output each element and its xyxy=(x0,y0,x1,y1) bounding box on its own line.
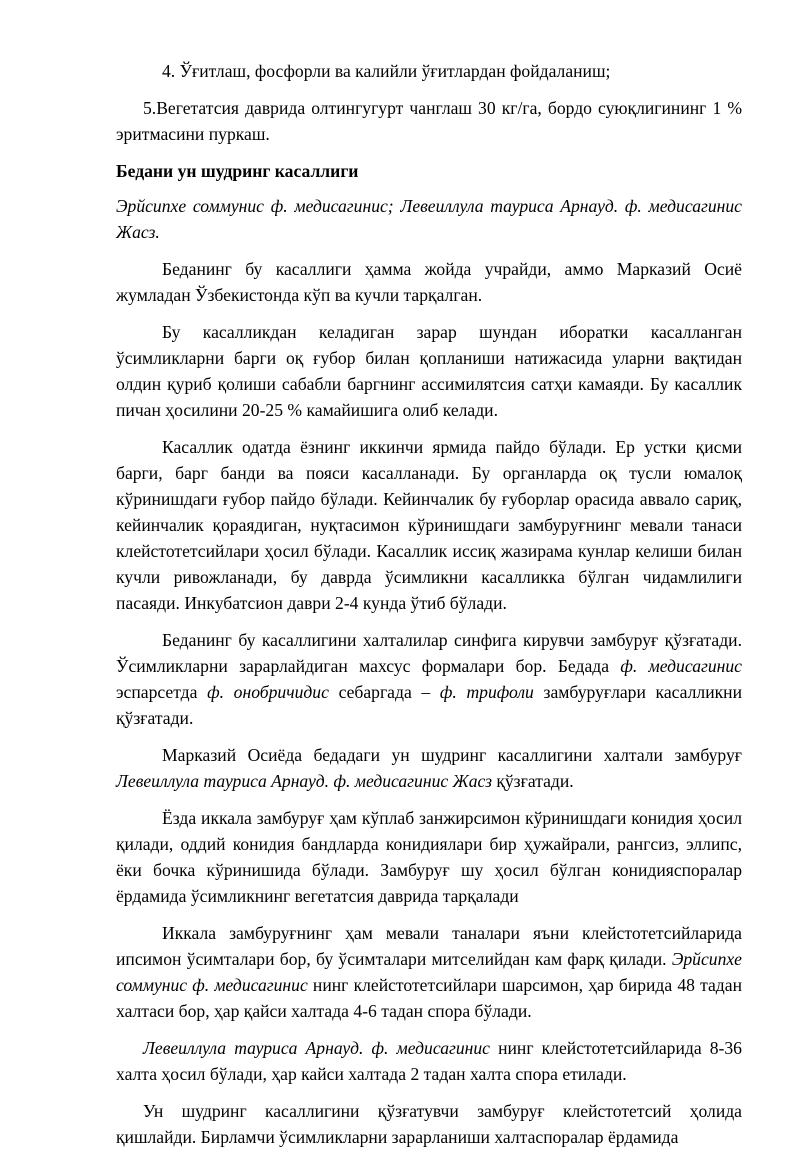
italic-term: Эрйсипхе соммунис ф. медисагинис xyxy=(116,949,742,995)
text-run: нинг клейстотетсийлари шарсимон, ҳар бирида 48 тадан халтаси бор, ҳар қайси халтада 4-6 тадан спора бўлади. xyxy=(116,975,742,1021)
italic-term: ф. онобричидис xyxy=(207,682,329,702)
paragraph-distribution: Беданинг бу касаллиги ҳамма жойда учрайди, аммо Марказий Осиё жумладан Ўзбекистонда кўп ва кучли тарқалган. xyxy=(116,259,742,305)
text-run: Иккала замбуруғнинг ҳам мевали таналари яъни клейстотетсийларида ипсимон ўсимталари бор, бу ўсимталари митселийдан кам фарқ қилади. xyxy=(116,923,742,969)
text-run: Марказий Осиёда бедадаги ун шудринг касаллигини халтали замбуруғ xyxy=(162,745,742,765)
paragraph-leveillula xyxy=(116,1035,742,1087)
italic-term: ф. медисагинис xyxy=(620,656,742,676)
text-run: қўзғатади. xyxy=(491,771,574,791)
italic-term: Левеиллула таурисa Арнауд. ф. медисагинис Жасз xyxy=(116,771,492,791)
paragraph-symptoms: Касаллик одатда ёзнинг иккинчи ярмида пайдо бўлади. Ер устки қисми барги, барг банди ва пояси касалланади. Бу органларда оқ тусли юмалоқ кўринишдаги ғубор пайдо бўлади. Кейинчалик бу ғуборлар орасида аввало сариқ, кейинчалик қораядиган, нуқтасимон кўринишдаги замбуруғнинг мевали танаси клейстотетсийлари ҳосил бўлади. Касаллик иссиқ жазирама кунлар келиши билан кучли ривожланади, бу даврда ўсимликни касалликка бўлган чидамлилиги пасаяди. Инкубатсион даври 2-4 кунда ўтиб бўлади. xyxy=(116,437,742,613)
paragraph-pathogen xyxy=(116,627,742,731)
italic-term: Левеиллула таурисa Арнауд. ф. медисагинис xyxy=(143,1038,490,1058)
text-run: себаргада – xyxy=(328,682,440,702)
italic-term: ф. трифоли xyxy=(439,682,534,702)
text-run: эспарсетда xyxy=(116,682,208,702)
paragraph-conidia: Ёзда иккала замбуруғ ҳам кўплаб занжирсимон кўринишдаги конидия ҳосил қилади, оддий конидия бандларда конидиялари бир ҳужайрали, рангсиз, эллипс, ёки бочка кўринишида бўлади. Замбуруғ шу ҳосил бўлган конидияспоралар ёрдамида ўсимликнинг вегетатсия даврида тарқалади xyxy=(116,808,742,906)
paragraph-damage: Бу касалликдан келадиган зарар шундан иборатки касалланган ўсимликларни барги оқ ғубор билан қопланиши натижасида уларни вақтидан олдин қуриб қолиши сабабли баргнинг ассимилятсия сатҳи камаяди. Бу касаллик пичан ҳосилини 20-25 % камайишига олиб келади. xyxy=(116,322,742,420)
text-run: нинг клейстотетсийларида 8-36 халта ҳосил бўлади, ҳар кайси халтада 2 тадан халта спора етилади. xyxy=(116,1038,742,1084)
text-run: Беданинг бу касаллигини халталилар синфига кирувчи замбуруғ қўзғатади. Ўсимликларни зарарлайдиган махсус формалари бор. Бедада xyxy=(116,630,742,676)
text-run: замбуруғлари касалликни қўзғатади. xyxy=(116,682,742,728)
paragraph-central-asia xyxy=(116,742,742,794)
list-item-4: 4. Ўғитлаш, фосфорли ва калийли ўғитлардан фойдаланиш; xyxy=(162,61,611,81)
document-page xyxy=(116,58,742,1161)
section-heading: Бедани ун шудринг касаллиги xyxy=(116,161,359,181)
list-item-5: 5.Вегетатсия даврида олтингугурт чанглаш 30 кг/га, бордо суюқлигининг 1 % эритмасини пуркаш. xyxy=(116,98,742,144)
paragraph-fruiting-bodies xyxy=(116,920,742,1024)
latin-names-line: Эрйсипхе соммунис ф. медисагинис; Левеиллула таурисa Арнауд. ф. медисагинис Жасз. xyxy=(116,196,742,242)
paragraph-overwintering: Ун шудринг касаллигини қўзғатувчи замбуруғ клейстотетсий ҳолида қишлайди. Бирламчи ўсимликларни зарарланиши халтаспоралар ёрдамида xyxy=(116,1101,742,1147)
